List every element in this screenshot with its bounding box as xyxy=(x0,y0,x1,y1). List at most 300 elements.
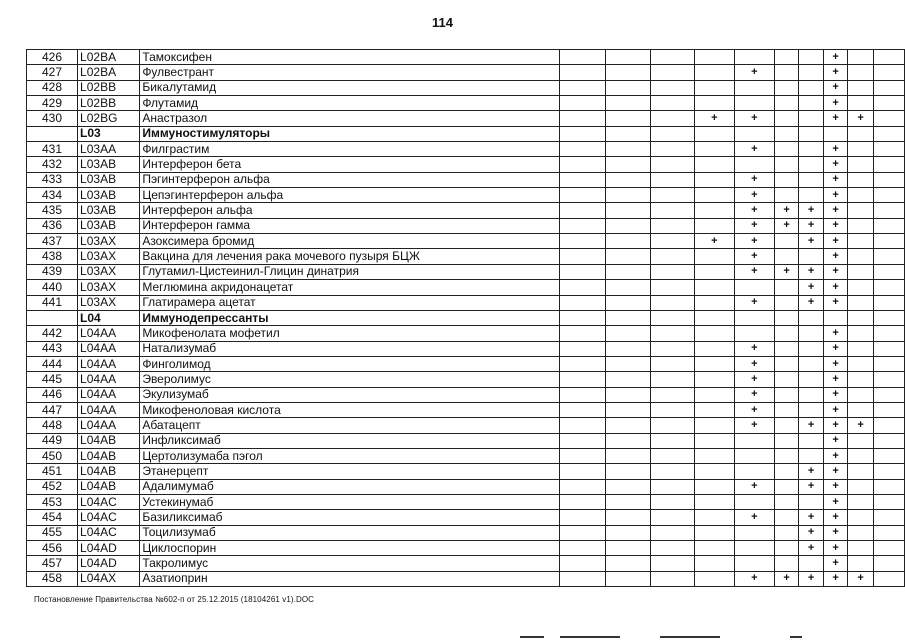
mark-cell xyxy=(873,571,904,586)
mark-cell xyxy=(694,203,734,218)
mark-cell xyxy=(651,479,695,494)
mark-cell: + xyxy=(734,264,774,279)
group-header-row xyxy=(27,310,905,325)
mark-cell xyxy=(605,218,651,233)
mark-cell xyxy=(560,142,606,157)
mark-cell xyxy=(848,556,873,571)
mark-cell: + xyxy=(774,218,799,233)
mark-cell: + xyxy=(823,280,848,295)
table-row xyxy=(27,510,905,525)
drug-name: Циклоспорин xyxy=(140,541,560,556)
row-number: 431 xyxy=(27,142,78,157)
mark-cell xyxy=(651,556,695,571)
mark-cell xyxy=(560,96,606,111)
atc-code: L04AB xyxy=(78,448,140,463)
mark-cell xyxy=(694,402,734,417)
table-row xyxy=(27,356,905,371)
mark-cell: + xyxy=(823,142,848,157)
mark-cell xyxy=(848,372,873,387)
mark-cell xyxy=(848,142,873,157)
drug-name: Меглюмина акридонацетат xyxy=(140,280,560,295)
row-number: 447 xyxy=(27,402,78,417)
mark-cell: + xyxy=(823,479,848,494)
mark-cell: + xyxy=(823,510,848,525)
row-number: 427 xyxy=(27,65,78,80)
atc-code: L03AB xyxy=(78,157,140,172)
atc-code: L04AA xyxy=(78,326,140,341)
mark-cell xyxy=(651,326,695,341)
mark-cell xyxy=(774,341,799,356)
mark-cell: + xyxy=(823,525,848,540)
atc-code: L02BA xyxy=(78,50,140,65)
atc-code: L04 xyxy=(78,310,140,325)
mark-cell: + xyxy=(823,80,848,95)
mark-cell xyxy=(560,188,606,203)
table-row xyxy=(27,203,905,218)
mark-cell xyxy=(694,433,734,448)
mark-cell xyxy=(694,525,734,540)
mark-cell xyxy=(734,556,774,571)
drug-name: Экулизумаб xyxy=(140,387,560,402)
mark-cell xyxy=(651,571,695,586)
mark-cell xyxy=(873,525,904,540)
mark-cell xyxy=(560,525,606,540)
mark-cell: + xyxy=(799,541,824,556)
atc-code: L04AD xyxy=(78,541,140,556)
table-row xyxy=(27,541,905,556)
mark-cell xyxy=(605,172,651,187)
mark-cell xyxy=(605,295,651,310)
mark-cell: + xyxy=(823,356,848,371)
mark-cell xyxy=(560,126,606,141)
mark-cell xyxy=(560,326,606,341)
mark-cell xyxy=(774,541,799,556)
mark-cell xyxy=(560,310,606,325)
mark-cell xyxy=(873,402,904,417)
mark-cell: + xyxy=(734,295,774,310)
mark-cell xyxy=(799,80,824,95)
atc-code: L04AB xyxy=(78,433,140,448)
atc-code: L04AC xyxy=(78,510,140,525)
mark-cell: + xyxy=(799,264,824,279)
atc-code: L03AX xyxy=(78,280,140,295)
table-row xyxy=(27,326,905,341)
table-row xyxy=(27,556,905,571)
mark-cell xyxy=(848,203,873,218)
row-number: 439 xyxy=(27,264,78,279)
mark-cell: + xyxy=(734,402,774,417)
mark-cell xyxy=(774,280,799,295)
row-number: 438 xyxy=(27,249,78,264)
table-row xyxy=(27,157,905,172)
mark-cell xyxy=(560,387,606,402)
mark-cell xyxy=(560,402,606,417)
mark-cell xyxy=(774,80,799,95)
mark-cell xyxy=(651,218,695,233)
row-number: 452 xyxy=(27,479,78,494)
mark-cell xyxy=(651,157,695,172)
mark-cell: + xyxy=(799,418,824,433)
mark-cell xyxy=(774,464,799,479)
atc-code: L03 xyxy=(78,126,140,141)
mark-cell xyxy=(651,341,695,356)
mark-cell xyxy=(848,218,873,233)
mark-cell xyxy=(560,111,606,126)
mark-cell xyxy=(651,525,695,540)
mark-cell xyxy=(694,50,734,65)
mark-cell xyxy=(694,188,734,203)
mark-cell xyxy=(848,494,873,509)
mark-cell xyxy=(774,556,799,571)
mark-cell: + xyxy=(823,203,848,218)
mark-cell xyxy=(774,356,799,371)
mark-cell: + xyxy=(823,448,848,463)
table-row xyxy=(27,448,905,463)
mark-cell: + xyxy=(734,249,774,264)
mark-cell xyxy=(799,341,824,356)
page-number: 114 xyxy=(432,15,453,30)
mark-cell xyxy=(651,448,695,463)
mark-cell xyxy=(774,326,799,341)
mark-cell xyxy=(605,96,651,111)
mark-cell: + xyxy=(734,234,774,249)
scan-artifact xyxy=(520,636,820,640)
drug-name: Анастразол xyxy=(140,111,560,126)
mark-cell xyxy=(694,326,734,341)
mark-cell xyxy=(560,218,606,233)
drug-name: Глатирамера ацетат xyxy=(140,295,560,310)
mark-cell: + xyxy=(799,510,824,525)
mark-cell xyxy=(774,479,799,494)
mark-cell xyxy=(848,264,873,279)
mark-cell: + xyxy=(734,372,774,387)
mark-cell xyxy=(651,203,695,218)
row-number: 445 xyxy=(27,372,78,387)
mark-cell: + xyxy=(823,372,848,387)
group-header-row xyxy=(27,126,905,141)
drug-name: Тоцилизумаб xyxy=(140,525,560,540)
drug-name: Азоксимера бромид xyxy=(140,234,560,249)
mark-cell xyxy=(694,80,734,95)
mark-cell xyxy=(560,295,606,310)
mark-cell xyxy=(873,356,904,371)
mark-cell: + xyxy=(734,571,774,586)
mark-cell xyxy=(873,494,904,509)
mark-cell xyxy=(774,510,799,525)
drug-name: Эверолимус xyxy=(140,372,560,387)
mark-cell xyxy=(873,464,904,479)
mark-cell xyxy=(605,541,651,556)
atc-code: L03AX xyxy=(78,295,140,310)
mark-cell xyxy=(873,418,904,433)
row-number: 429 xyxy=(27,96,78,111)
mark-cell xyxy=(848,356,873,371)
mark-cell xyxy=(774,188,799,203)
mark-cell xyxy=(873,448,904,463)
mark-cell xyxy=(560,448,606,463)
mark-cell xyxy=(605,372,651,387)
mark-cell xyxy=(605,65,651,80)
mark-cell xyxy=(873,249,904,264)
mark-cell xyxy=(799,448,824,463)
mark-cell xyxy=(799,326,824,341)
atc-code: L04AA xyxy=(78,356,140,371)
mark-cell xyxy=(694,341,734,356)
mark-cell xyxy=(873,341,904,356)
mark-cell: + xyxy=(823,494,848,509)
mark-cell xyxy=(774,418,799,433)
mark-cell xyxy=(848,341,873,356)
drug-name: Филграстим xyxy=(140,142,560,157)
atc-code: L04AX xyxy=(78,571,140,586)
mark-cell xyxy=(694,295,734,310)
mark-cell xyxy=(605,249,651,264)
table-row xyxy=(27,96,905,111)
mark-cell xyxy=(774,172,799,187)
mark-cell xyxy=(605,525,651,540)
mark-cell xyxy=(873,126,904,141)
mark-cell xyxy=(848,310,873,325)
mark-cell xyxy=(774,142,799,157)
mark-cell xyxy=(560,510,606,525)
mark-cell xyxy=(774,448,799,463)
mark-cell: + xyxy=(823,249,848,264)
mark-cell: + xyxy=(799,464,824,479)
mark-cell xyxy=(734,464,774,479)
mark-cell: + xyxy=(774,264,799,279)
mark-cell xyxy=(799,96,824,111)
atc-code: L03AB xyxy=(78,218,140,233)
mark-cell xyxy=(848,280,873,295)
table-row xyxy=(27,372,905,387)
mark-cell xyxy=(734,433,774,448)
mark-cell: + xyxy=(823,402,848,417)
mark-cell xyxy=(734,310,774,325)
mark-cell xyxy=(774,295,799,310)
mark-cell xyxy=(560,172,606,187)
drug-name: Глутамил-Цистеинил-Глицин динатрия xyxy=(140,264,560,279)
mark-cell xyxy=(848,96,873,111)
table-row xyxy=(27,172,905,187)
mark-cell xyxy=(651,464,695,479)
atc-code: L04AA xyxy=(78,387,140,402)
mark-cell xyxy=(734,126,774,141)
mark-cell xyxy=(560,50,606,65)
mark-cell: + xyxy=(774,571,799,586)
mark-cell xyxy=(651,172,695,187)
drug-name: Инфликсимаб xyxy=(140,433,560,448)
mark-cell xyxy=(694,249,734,264)
table-row xyxy=(27,188,905,203)
table-row xyxy=(27,402,905,417)
mark-cell xyxy=(605,571,651,586)
drug-name: Этанерцепт xyxy=(140,464,560,479)
mark-cell: + xyxy=(734,479,774,494)
mark-cell xyxy=(651,541,695,556)
mark-cell: + xyxy=(848,418,873,433)
mark-cell: + xyxy=(734,341,774,356)
mark-cell xyxy=(799,433,824,448)
mark-cell xyxy=(873,65,904,80)
mark-cell xyxy=(651,249,695,264)
table-row xyxy=(27,234,905,249)
atc-code: L03AA xyxy=(78,142,140,157)
row-number: 453 xyxy=(27,494,78,509)
mark-cell xyxy=(560,203,606,218)
mark-cell xyxy=(605,448,651,463)
mark-cell xyxy=(848,402,873,417)
atc-code: L02BB xyxy=(78,96,140,111)
mark-cell xyxy=(651,80,695,95)
mark-cell xyxy=(560,280,606,295)
mark-cell xyxy=(651,142,695,157)
mark-cell: + xyxy=(823,341,848,356)
row-number: 436 xyxy=(27,218,78,233)
mark-cell xyxy=(873,310,904,325)
drug-name: Фулвестрант xyxy=(140,65,560,80)
row-number: 451 xyxy=(27,464,78,479)
mark-cell xyxy=(734,80,774,95)
mark-cell xyxy=(651,402,695,417)
mark-cell xyxy=(560,541,606,556)
mark-cell xyxy=(605,510,651,525)
mark-cell: + xyxy=(734,203,774,218)
mark-cell: + xyxy=(823,50,848,65)
mark-cell: + xyxy=(823,433,848,448)
mark-cell xyxy=(651,234,695,249)
mark-cell xyxy=(799,50,824,65)
mark-cell xyxy=(774,249,799,264)
mark-cell xyxy=(873,280,904,295)
mark-cell: + xyxy=(823,387,848,402)
mark-cell xyxy=(734,494,774,509)
mark-cell xyxy=(823,126,848,141)
mark-cell: + xyxy=(848,571,873,586)
mark-cell xyxy=(605,464,651,479)
drug-name: Микофенолата мофетил xyxy=(140,326,560,341)
mark-cell xyxy=(873,80,904,95)
mark-cell xyxy=(734,280,774,295)
table-row xyxy=(27,525,905,540)
mark-cell xyxy=(848,433,873,448)
mark-cell xyxy=(799,126,824,141)
mark-cell: + xyxy=(823,111,848,126)
atc-code: L04AA xyxy=(78,418,140,433)
mark-cell: + xyxy=(734,111,774,126)
mark-cell xyxy=(605,494,651,509)
mark-cell xyxy=(873,556,904,571)
row-number: 455 xyxy=(27,525,78,540)
drug-name: Тамоксифен xyxy=(140,50,560,65)
mark-cell xyxy=(774,50,799,65)
table-row xyxy=(27,111,905,126)
mark-cell xyxy=(799,372,824,387)
mark-cell xyxy=(873,295,904,310)
mark-cell: + xyxy=(823,234,848,249)
mark-cell xyxy=(848,234,873,249)
mark-cell xyxy=(605,341,651,356)
mark-cell xyxy=(651,188,695,203)
mark-cell xyxy=(605,50,651,65)
drug-name: Базиликсимаб xyxy=(140,510,560,525)
mark-cell xyxy=(774,525,799,540)
mark-cell xyxy=(651,387,695,402)
mark-cell xyxy=(873,50,904,65)
mark-cell xyxy=(774,387,799,402)
mark-cell xyxy=(605,356,651,371)
mark-cell xyxy=(605,142,651,157)
row-number: 448 xyxy=(27,418,78,433)
mark-cell xyxy=(694,264,734,279)
mark-cell: + xyxy=(823,172,848,187)
mark-cell xyxy=(873,188,904,203)
row-number: 458 xyxy=(27,571,78,586)
mark-cell xyxy=(799,188,824,203)
mark-cell xyxy=(651,264,695,279)
drug-name: Цепэгинтерферон альфа xyxy=(140,188,560,203)
mark-cell xyxy=(694,556,734,571)
row-number: 430 xyxy=(27,111,78,126)
mark-cell xyxy=(694,280,734,295)
mark-cell xyxy=(560,418,606,433)
table-row xyxy=(27,341,905,356)
table-row xyxy=(27,494,905,509)
table-row xyxy=(27,249,905,264)
atc-code: L04AC xyxy=(78,494,140,509)
drug-name: Интерферон альфа xyxy=(140,203,560,218)
mark-cell: + xyxy=(734,65,774,80)
atc-code: L02BA xyxy=(78,65,140,80)
mark-cell: + xyxy=(799,571,824,586)
drug-name: Устекинумаб xyxy=(140,494,560,509)
drug-name: Микофеноловая кислота xyxy=(140,402,560,417)
table-row xyxy=(27,464,905,479)
row-number: 433 xyxy=(27,172,78,187)
mark-cell xyxy=(848,326,873,341)
table-row xyxy=(27,80,905,95)
mark-cell xyxy=(605,203,651,218)
mark-cell xyxy=(848,464,873,479)
atc-code: L04AD xyxy=(78,556,140,571)
row-number xyxy=(27,126,78,141)
drug-name: Такролимус xyxy=(140,556,560,571)
mark-cell xyxy=(873,111,904,126)
drug-name: Бикалутамид xyxy=(140,80,560,95)
mark-cell xyxy=(651,126,695,141)
mark-cell: + xyxy=(799,280,824,295)
row-number: 435 xyxy=(27,203,78,218)
mark-cell xyxy=(694,356,734,371)
mark-cell xyxy=(651,510,695,525)
mark-cell: + xyxy=(734,510,774,525)
mark-cell xyxy=(694,541,734,556)
atc-code: L03AX xyxy=(78,234,140,249)
mark-cell: + xyxy=(823,541,848,556)
row-number: 444 xyxy=(27,356,78,371)
mark-cell xyxy=(848,525,873,540)
mark-cell xyxy=(605,264,651,279)
mark-cell: + xyxy=(799,525,824,540)
row-number: 440 xyxy=(27,280,78,295)
mark-cell xyxy=(605,433,651,448)
atc-code: L03AB xyxy=(78,203,140,218)
table-row xyxy=(27,280,905,295)
mark-cell xyxy=(799,249,824,264)
row-number: 426 xyxy=(27,50,78,65)
table-row xyxy=(27,50,905,65)
mark-cell: + xyxy=(823,326,848,341)
mark-cell xyxy=(848,448,873,463)
